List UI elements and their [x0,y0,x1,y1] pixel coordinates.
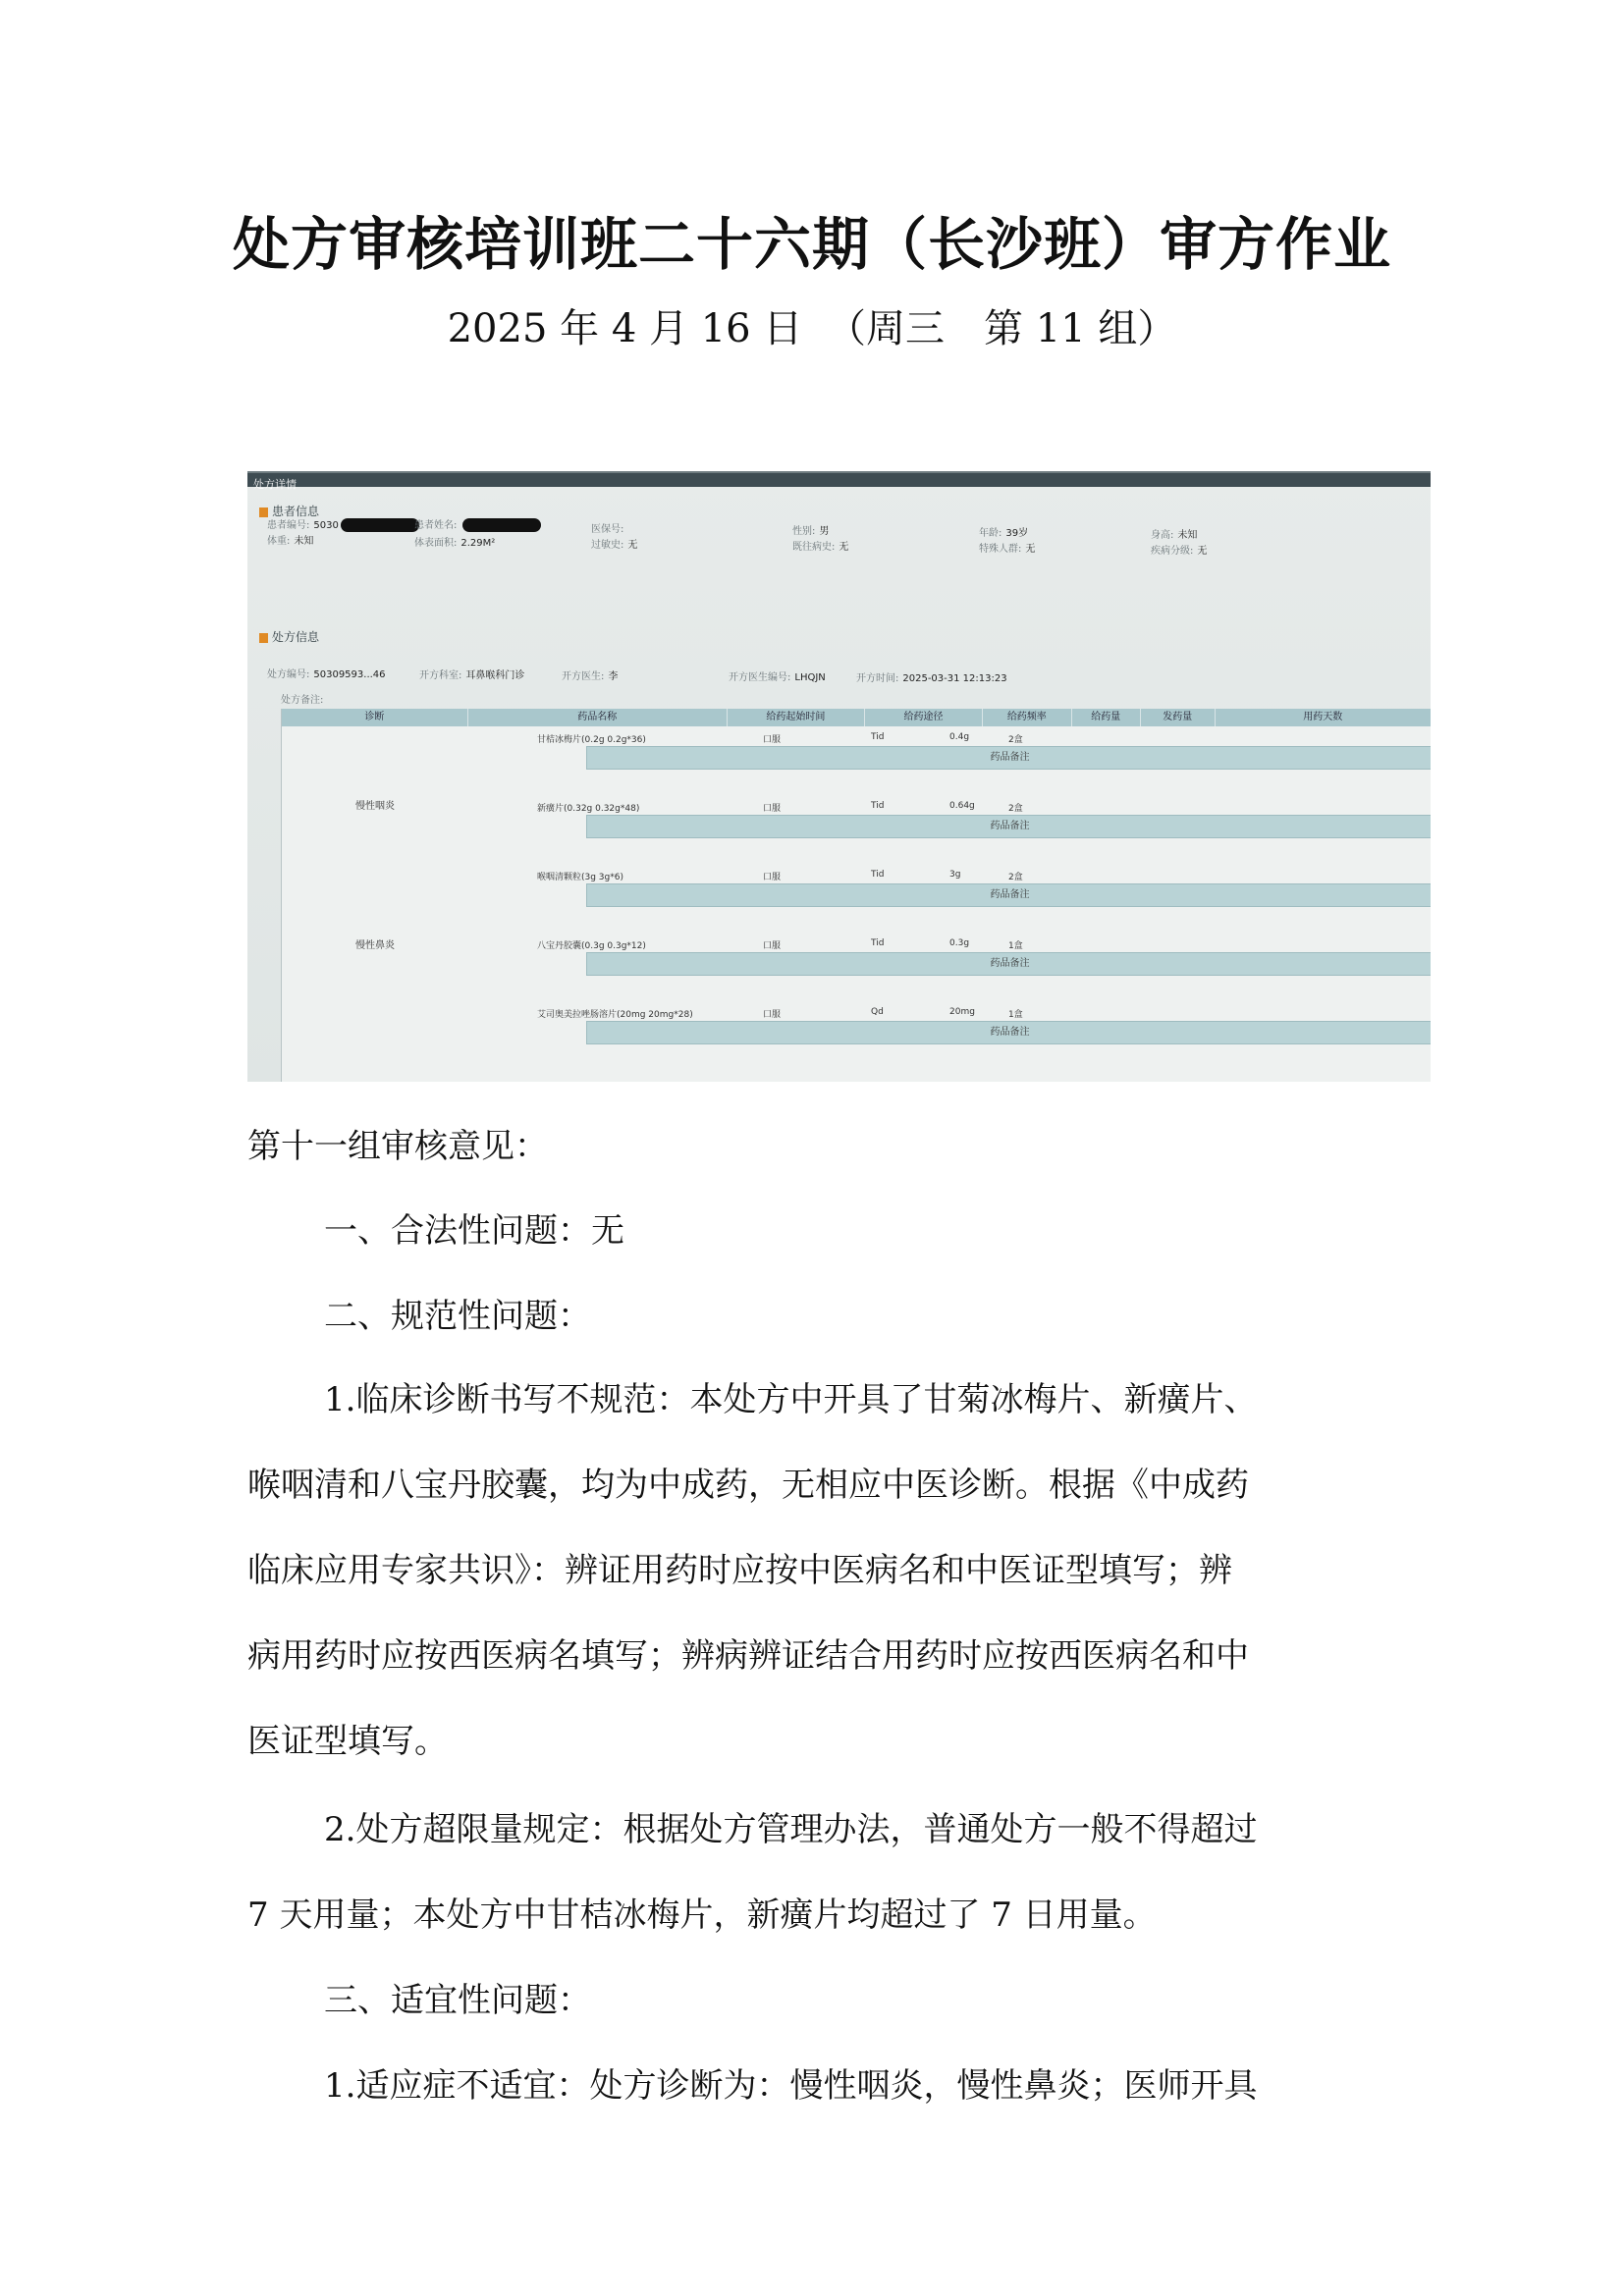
text-line: 喉咽清和八宝丹胶囊，均为中成药，无相应中医诊断。根据《中成药 [247,1466,1249,1505]
rx-note-label: 处方备注: [281,695,324,706]
section-standard: 二、规范性问题： [324,1297,591,1336]
drug-route: 口服 [763,1010,782,1020]
drug-note-bar: 药品备注 [586,815,1431,838]
text-line: 2.处方超限量规定：根据处方管理办法，普通处方一般不得超过 [324,1810,1258,1849]
patient-field: 性别: 男 [792,526,830,537]
text-line: 7 天用量；本处方中甘桔冰梅片，新癀片均超过了 7 日用量。 [247,1896,1157,1935]
rx-field-value: 50309593...46 [313,669,386,680]
rx-field-value: 李 [608,671,619,682]
patient-field: 体表面积: 2.29M² [414,538,496,549]
drug-frequency: Tid [871,732,885,742]
drug-quantity: 1盒 [1008,1010,1023,1020]
patient-field: 过敏史: 无 [591,540,638,551]
rx-info-header: 处方信息 [259,628,319,645]
patient-field: 特殊人群: 无 [979,544,1036,555]
rx-field: 开方医生: 李 [562,671,619,682]
drug-frequency: Tid [871,801,885,811]
text-line: 临床应用专家共识》：辨证用药时应按中医病名和中医证型填写；辨 [247,1551,1232,1590]
drug-quantity: 2盒 [1008,804,1023,814]
patient-field: 医保号: [591,524,624,535]
bookmark-icon [259,507,268,517]
drug-frequency: Tid [871,870,885,880]
patient-field-value: 无 [627,540,638,551]
patient-field-value: 未知 [294,536,314,547]
column-header: 给药频率 [983,709,1071,726]
paragraph-indication: 1.适应症不适宜：处方诊断为：慢性咽炎，慢性鼻炎；医师开具 [324,2066,1258,2106]
column-header: 给药起始时间 [728,709,865,726]
column-header: 用药天数 [1216,709,1431,726]
document-title: 处方审核培训班二十六期（长沙班）审方作业 [232,211,1391,278]
drug-table [281,709,1431,1082]
drug-dose: 20mg [949,1007,975,1017]
drug-route: 口服 [763,873,782,882]
section-appropriateness: 三、适宜性问题： [324,1981,591,2020]
patient-field: 既往病史: 无 [792,542,849,553]
drug-route: 口服 [763,735,782,745]
drug-note-bar: 药品备注 [586,746,1431,770]
rx-field: 开方时间: 2025-03-31 12:13:23 [856,673,1007,684]
drug-note-bar: 药品备注 [586,1021,1431,1044]
drug-frequency: Tid [871,938,885,948]
column-header: 诊断 [282,709,468,726]
diagnosis-label: 慢性鼻炎 [355,940,395,951]
column-header: 发药量 [1141,709,1215,726]
rx-field-value: 2025-03-31 12:13:23 [902,673,1007,684]
patient-field: 患者姓名: [414,516,541,532]
date-text: 2025 年 4 月 16 日 [447,306,803,351]
document-subtitle [0,297,1624,353]
drug-name: 新癀片(0.32g 0.32g*48) [537,804,640,814]
redaction-mark [341,518,419,532]
drug-name: 艾司奥美拉唑肠溶片(20mg 20mg*28) [537,1010,693,1020]
patient-field-value: 5030 [313,520,339,531]
patient-field-value: 无 [1025,544,1036,555]
drug-dose: 3g [949,870,961,880]
rx-field-value: LHQJN [794,672,826,683]
drug-route: 口服 [763,804,782,814]
patient-field: 年龄: 39岁 [979,528,1029,539]
diagnosis-label: 慢性咽炎 [355,801,395,812]
window-titlebar: 处方详情 [247,473,1431,487]
group-text: （周三 第 11 组） [827,306,1177,351]
section-legality: 一、合法性问题：无 [324,1211,624,1251]
drug-route: 口服 [763,941,782,951]
table-header [282,709,1431,726]
drug-quantity: 2盒 [1008,873,1023,882]
patient-info-header: 患者信息 [259,503,319,519]
patient-field: 身高: 未知 [1151,530,1198,541]
drug-name: 喉咽清颗粒(3g 3g*6) [537,873,623,882]
patient-field-value: 未知 [1177,530,1198,541]
patient-field-value: 2.29M² [460,538,496,549]
review-heading: 第十一组审核意见： [247,1127,548,1166]
drug-name: 八宝丹胶囊(0.3g 0.3g*12) [537,941,646,951]
drug-dose: 0.4g [949,732,970,742]
drug-note-bar: 药品备注 [586,952,1431,976]
text-line: 1.临床诊断书写不规范：本处方中开具了甘菊冰梅片、新癀片、 [324,1380,1258,1419]
patient-field: 疾病分级: 无 [1151,546,1208,557]
rx-field: 开方医生编号: LHQJN [729,672,826,683]
drug-dose: 0.64g [949,801,975,811]
drug-quantity: 2盒 [1008,735,1023,745]
drug-frequency: Qd [871,1007,884,1017]
column-header: 给药途径 [865,709,983,726]
patient-field-value: 无 [1197,546,1208,557]
drug-name: 甘桔冰梅片(0.2g 0.2g*36) [537,735,646,745]
column-header: 给药量 [1072,709,1142,726]
prescription-screenshot [247,471,1431,1082]
rx-field: 处方编号: 50309593...46 [267,669,386,680]
rx-field-value: 耳鼻喉科门诊 [465,670,525,681]
text-line: 病用药时应按西医病名填写；辨病辨证结合用药时应按西医病名和中 [247,1636,1249,1676]
drug-dose: 0.3g [949,938,970,948]
drug-note-bar: 药品备注 [586,883,1431,907]
drug-quantity: 1盒 [1008,941,1023,951]
rx-field: 开方科室: 耳鼻喉科门诊 [419,670,525,681]
redaction-mark [462,518,541,532]
patient-field: 患者编号: 5030 [267,516,419,532]
bookmark-icon [259,633,268,643]
patient-field-value: 39岁 [1005,528,1029,539]
text-line: 医证型填写。 [247,1722,448,1761]
patient-field: 体重: 未知 [267,536,314,547]
patient-field-value: 无 [839,542,849,553]
patient-field-value: 男 [819,526,830,537]
column-header: 药品名称 [468,709,728,726]
